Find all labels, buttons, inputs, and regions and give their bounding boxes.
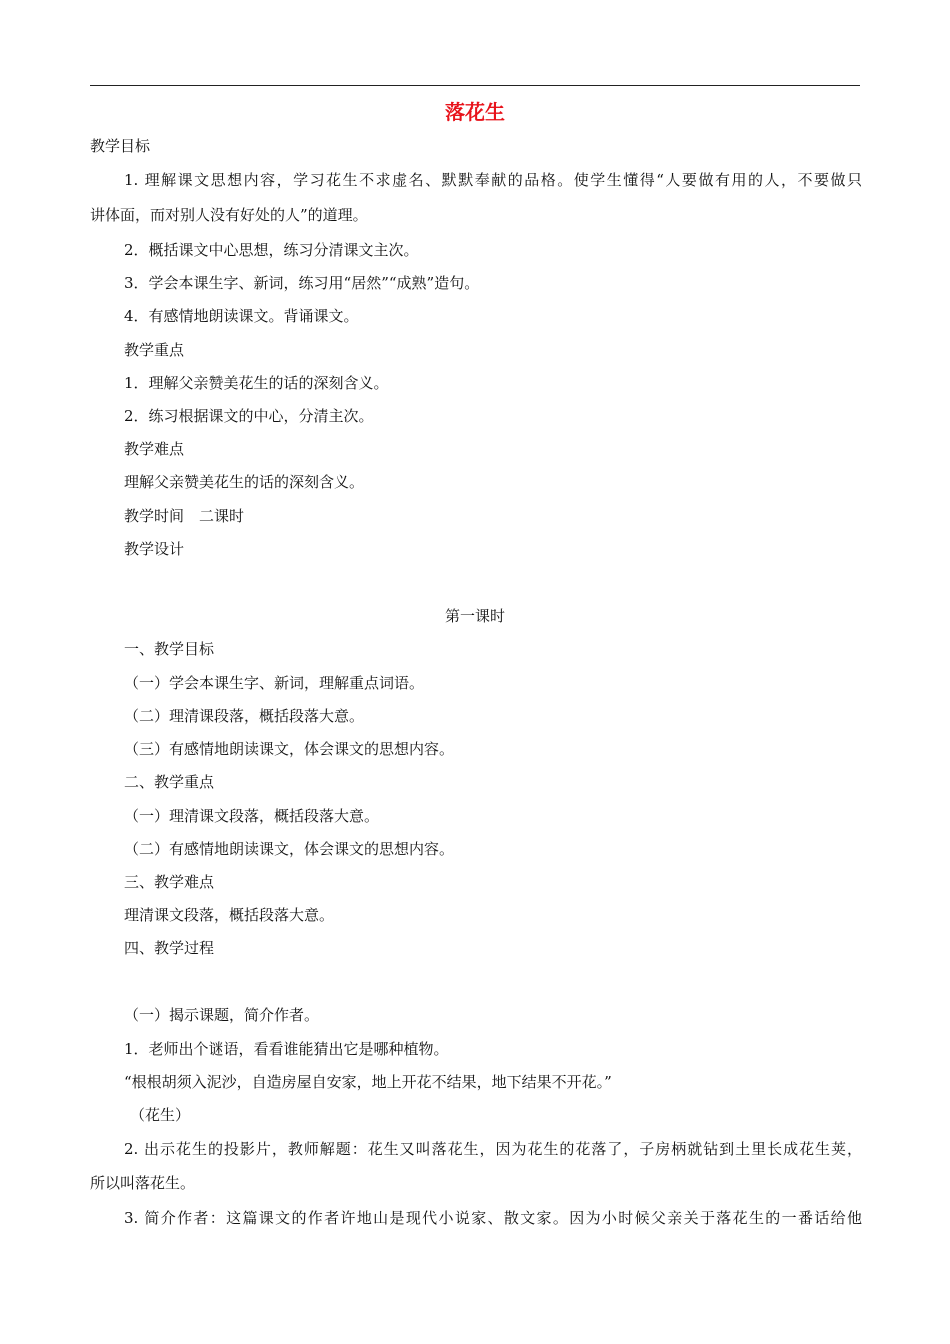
section-1-heading: 一、教学目标 — [124, 640, 215, 658]
explain-title: 2. 出示花生的投影片，教师解题：花生又叫落花生，因为花生的花落了，子房柄就钻到土里长成花生荚， — [124, 1140, 862, 1158]
riddle-intro: 1．老师出个谜语，看看谁能猜出它是哪种植物。 — [124, 1040, 449, 1058]
header-rule — [90, 85, 860, 86]
goal-item-2: 2．概括课文中心思想，练习分清课文主次。 — [124, 241, 419, 259]
goal-item-3: 3．学会本课生字、新词，练习用“居然”“成熟”造句。 — [124, 274, 480, 292]
explain-title-cont: 所以叫落花生。 — [90, 1174, 196, 1192]
section-3-text: 理清课文段落，概括段落大意。 — [124, 906, 335, 924]
section-1-item-1: （一）学会本课生字、新词，理解重点词语。 — [124, 674, 425, 692]
section-3-heading: 三、教学难点 — [124, 873, 215, 891]
section-1-item-3: （三）有感情地朗读课文，体会课文的思想内容。 — [124, 740, 455, 758]
lesson-one-heading: 第一课时 — [444, 607, 505, 625]
teaching-time: 教学时间 二课时 — [124, 507, 245, 525]
document-title: 落花生 — [445, 100, 505, 124]
heading-key-points: 教学重点 — [124, 341, 185, 359]
section-2-item-1: （一）理清课文段落，概括段落大意。 — [124, 807, 380, 825]
key-point-1: 1．理解父亲赞美花生的话的深刻含义。 — [124, 374, 389, 392]
section-2-heading: 二、教学重点 — [124, 773, 215, 791]
heading-teaching-goals: 教学目标 — [90, 137, 151, 155]
goal-item-1: 1. 理解课文思想内容，学习花生不求虚名、默默奉献的品格。使学生懂得“人要做有用的人，不要做只 — [124, 171, 862, 189]
difficulty-text: 理解父亲赞美花生的话的深刻含义。 — [124, 473, 365, 491]
section-2-item-2: （二）有感情地朗读课文，体会课文的思想内容。 — [124, 840, 455, 858]
heading-difficulty: 教学难点 — [124, 440, 185, 458]
riddle-text: “根根胡须入泥沙，自造房屋自安家，地上开花不结果，地下结果不开花。” — [124, 1073, 612, 1091]
section-4-heading: 四、教学过程 — [124, 939, 215, 957]
riddle-answer: （花生） — [130, 1106, 191, 1124]
process-step-1: （一）揭示课题，简介作者。 — [124, 1006, 320, 1024]
goal-item-4: 4．有感情地朗读课文。背诵课文。 — [124, 307, 359, 325]
section-1-item-2: （二）理清课段落，概括段落大意。 — [124, 707, 365, 725]
key-point-2: 2．练习根据课文的中心，分清主次。 — [124, 407, 374, 425]
heading-teaching-design: 教学设计 — [124, 540, 185, 558]
author-intro: 3. 简介作者：这篇课文的作者许地山是现代小说家、散文家。因为小时候父亲关于落花生的一番话给他 — [124, 1209, 862, 1227]
goal-item-1-cont: 讲体面，而对别人没有好处的人”的道理。 — [90, 206, 368, 224]
